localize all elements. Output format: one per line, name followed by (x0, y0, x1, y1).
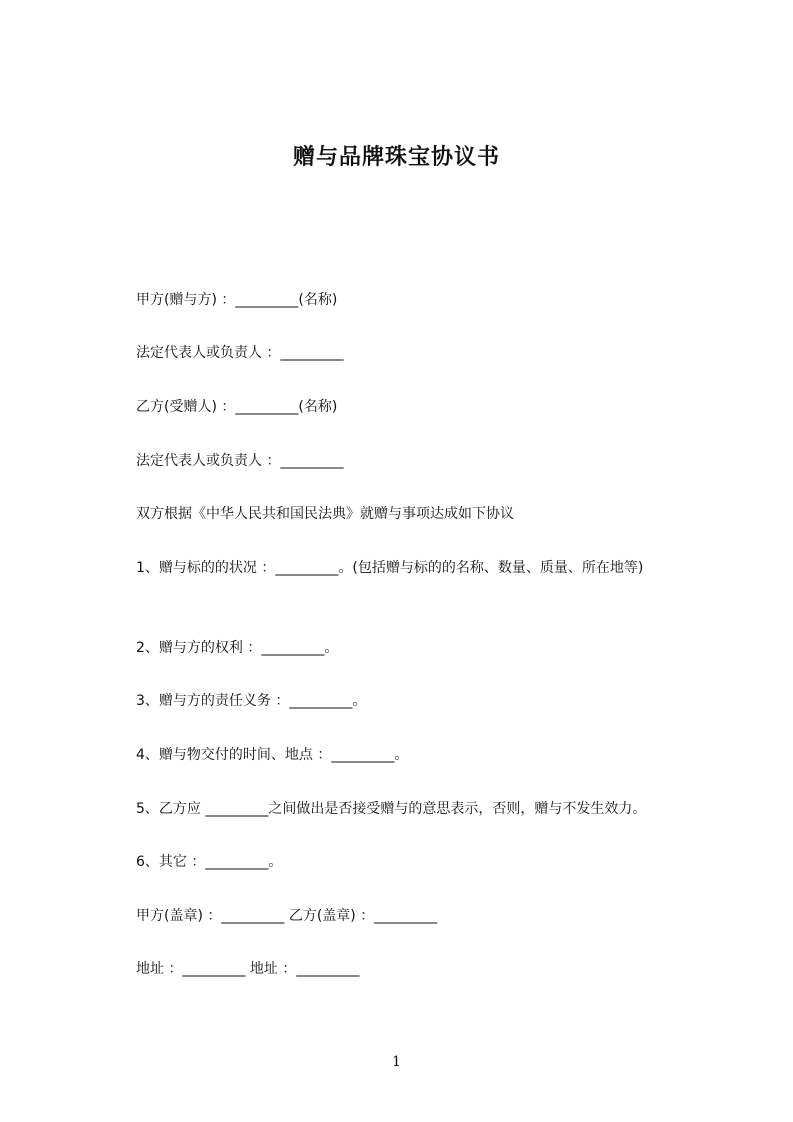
clause-6-line: 6、其它 ：_________。 (136, 854, 283, 870)
page-number: 1 (392, 1054, 401, 1070)
clause-1-paragraph: 1、赠与标的的状况 ：_________。(包括赠与标的的名称、数量、质量、所在地等) (136, 560, 644, 576)
clause-2-line: 2、赠与方的权利 ：_________。 (136, 640, 339, 656)
party-a-representative-line: 法定代表人或负责人 ：_________ (136, 345, 344, 361)
clause-4-line: 4、赠与物交付的时间、地点 ：_________。 (136, 747, 409, 763)
party-b-representative-line: 法定代表人或负责人 ：_________ (136, 453, 344, 469)
document-title: 赠与品牌珠宝协议书 (292, 145, 500, 170)
clause-3-line: 3、赠与方的责任义务 ：_________。 (136, 693, 367, 709)
seal-line: 甲方(盖章) ：_________ 乙方(盖章) ：_________ (136, 908, 438, 924)
agreement-intro-line: 双方根据《中华人民共和国民法典》就赠与事项达成如下协议 (136, 506, 514, 522)
address-line: 地址 ：_________ 地址 ：_________ (136, 961, 360, 977)
party-b-line: 乙方(受赠人) ：_________(名称) (136, 399, 338, 415)
clause-5-line: 5、乙方应 _________之间做出是否接受赠与的意思表示，否则，赠与不发生效力。 (136, 801, 647, 817)
party-a-line: 甲方(赠与方) ：_________(名称) (136, 292, 338, 308)
